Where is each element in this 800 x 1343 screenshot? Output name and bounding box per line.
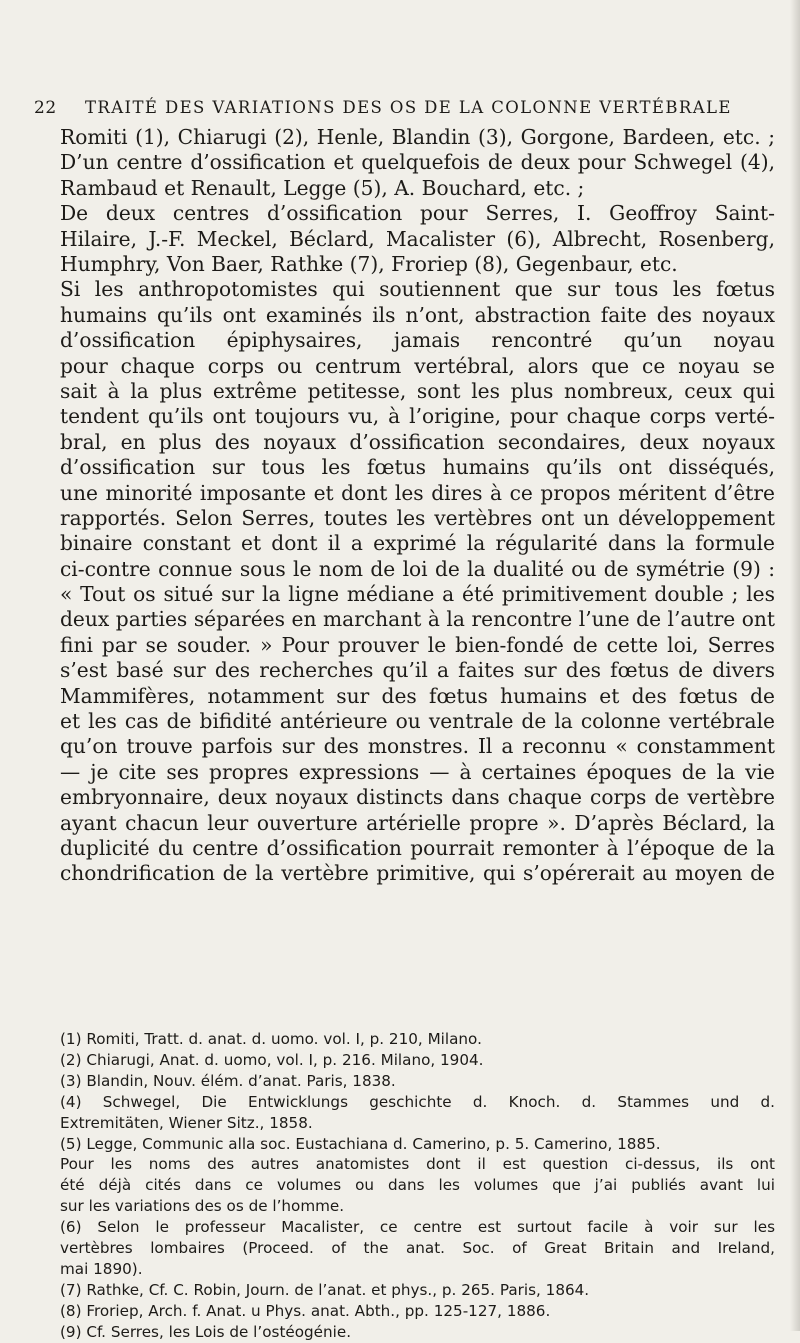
footnote-line: (3) Blandin, Nouv. élém. d’anat. Paris, 1838. [60,1071,396,1090]
footnote-line: (4) Schwegel, Die Entwicklungs geschichte d. Knoch. d. Stammes und d. [60,1092,775,1111]
body-line: fini par se souder. » Pour prouver le bien-fondé de cette loi, Serres [60,632,775,657]
body-line: « Tout os situé sur la ligne médiane a été primitivement double ; les [60,582,775,607]
body-line: tendent qu’ils ont toujours vu, à l’origine, pour chaque corps verté- [60,404,775,429]
body-line: et les cas de bifidité antérieure ou ventrale de la colonne vertébrale [60,709,775,734]
body-line: rapportés. Selon Serres, toutes les vertèbres ont un développement [60,505,775,530]
body-text [60,125,775,887]
body-line: Rambaud et Renault, Legge (5), A. Bouchard, etc. ; [60,175,585,200]
body-line: humains qu’ils ont examinés ils n’ont, abstraction faite des noyaux [60,302,775,327]
body-line: Romiti (1), Chiarugi (2), Henle, Blandin (3), Gorgone, Bardeen, etc. ; [60,125,775,149]
footnotes [60,1029,775,1343]
body-line: qu’on trouve parfois sur des monstres. Il a reconnu « constamment [60,734,775,759]
footnote-line: Extremitäten, Wiener Sitz., 1858. [60,1113,313,1132]
footnote-line: mai 1890). [60,1259,143,1278]
body-line: pour chaque corps ou centrum vertébral, alors que ce noyau se [60,353,775,378]
running-head: TRAITÉ DES VARIATIONS DES OS DE LA COLONNE VERTÉBRALE [85,98,732,117]
body-line: sait à la plus extrême petitesse, sont les plus nombreux, ceux qui [60,378,775,403]
body-line: d’ossification sur tous les fœtus humains qu’ils ont disséqués, [60,455,775,480]
page-edge-shadow [790,0,800,1331]
body-line: Humphry, Von Baer, Rathke (7), Froriep (8), Gegenbaur, etc. [60,251,678,276]
body-line: bral, en plus des noyaux d’ossification secondaires, deux noyaux [60,429,775,454]
body-line: Mammifères, notamment sur des fœtus humains et des fœtus de [60,683,775,708]
body-line: ci-contre connue sous le nom de loi de la dualité ou de symétrie (9) : [60,556,775,581]
body-line: deux parties séparées en marchant à la rencontre l’une de l’autre ont [60,607,775,632]
body-line: D’un centre d’ossification et quelquefois de deux pour Schwegel (4), [60,150,775,175]
body-line: duplicité du centre d’ossification pourrait remonter à l’époque de la [60,835,775,860]
body-line: chondrification de la vertèbre primitive, qui s’opérerait au moyen de [60,861,775,886]
footnote-line: (1) Romiti, Tratt. d. anat. d. uomo. vol. I, p. 210, Milano. [60,1030,482,1048]
body-line: Hilaire, J.-F. Meckel, Béclard, Macalister (6), Albrecht, Rosenberg, [60,226,775,251]
body-line: ayant chacun leur ouverture artérielle propre ». D’après Béclard, la [60,810,775,835]
body-line: d’ossification épiphysaires, jamais rencontré qu’un noyau [60,328,775,353]
footnote-line: vertèbres lombaires (Proceed. of the anat. Soc. of Great Britain and Ireland, [60,1239,775,1257]
footnote-line: sur les variations des os de l’homme. [60,1197,345,1216]
footnote-line: (7) Rathke, Cf. C. Robin, Journ. de l’anat. et phys., p. 265. Paris, 1864. [60,1280,590,1299]
page-number: 22 [34,98,57,118]
body-line: — je cite ses propres expressions — à certaines époques de la vie [60,759,775,784]
footnote-line: (5) Legge, Communic alla soc. Eustachiana d. Camerino, p. 5. Camerino, 1885. [60,1134,661,1153]
body-line: Si les anthropotomistes qui soutiennent que sur tous les fœtus [60,277,775,302]
footnote-line: (2) Chiarugi, Anat. d. uomo, vol. I, p. 216. Milano, 1904. [60,1050,484,1069]
footnote-line: (6) Selon le professeur Macalister, ce centre est surtout facile à voir sur les [60,1218,775,1237]
body-line: une minorité imposante et dont les dires à ce propos méritent d’être [60,480,775,505]
body-line: De deux centres d’ossification pour Serres, I. Geoffroy Saint- [60,201,775,226]
body-line: embryonnaire, deux noyaux distincts dans chaque corps de vertèbre [60,785,775,810]
footnote-line: Pour les noms des autres anatomistes dont il est question ci-dessus, ils ont [60,1155,775,1174]
footnote-line: (9) Cf. Serres, les Lois de l’ostéogénie. [60,1322,352,1341]
footnote-line: été déjà cités dans ce volumes ou dans les volumes que j’ai publiés avant lui [60,1176,775,1195]
footnote-line: (8) Froriep, Arch. f. Anat. u Phys. anat. Abth., pp. 125-127, 1886. [60,1301,551,1320]
body-line: s’est basé sur des recherches qu’il a faites sur des fœtus de divers [60,658,775,683]
body-line: binaire constant et dont il a exprimé la régularité dans la formule [60,531,775,556]
